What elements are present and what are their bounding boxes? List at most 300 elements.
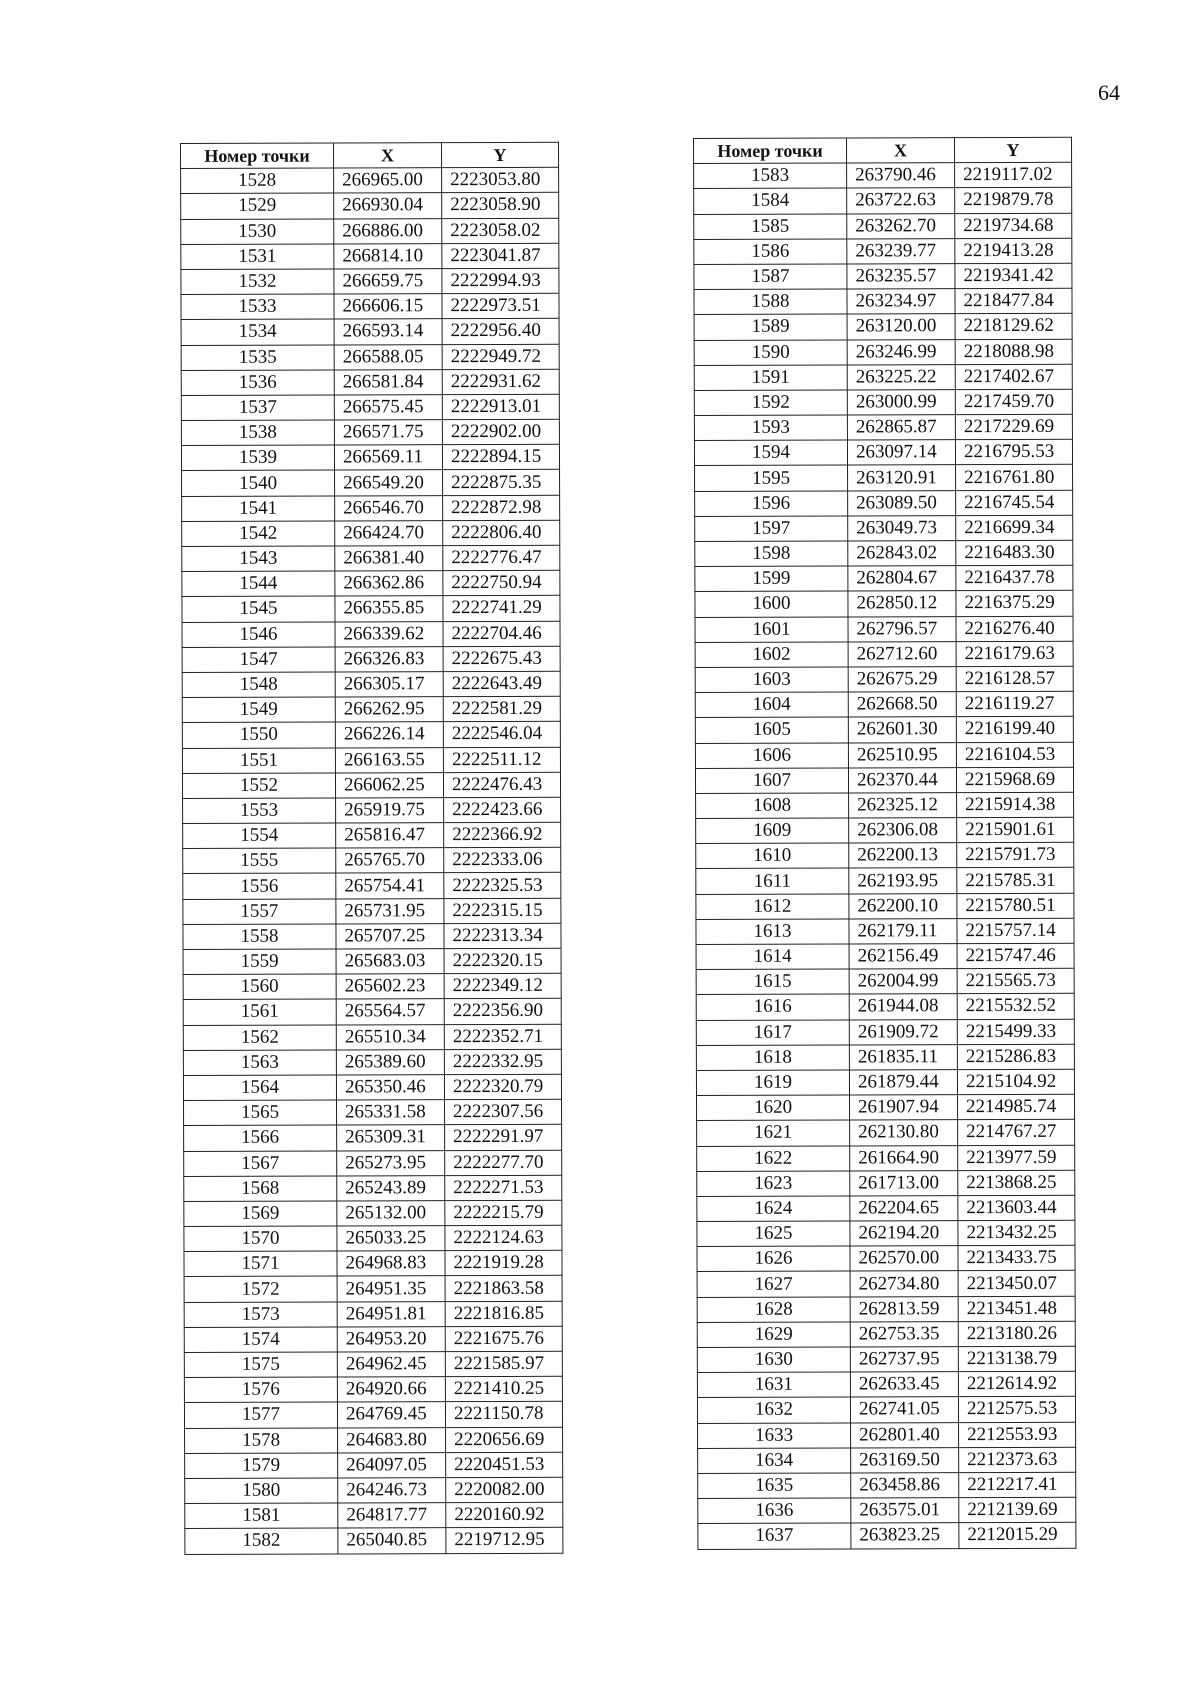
x-coordinate-cell: 265331.58: [337, 1100, 445, 1126]
table-row: [181, 218, 559, 244]
point-number-cell: 1591: [694, 365, 847, 391]
x-coordinate-cell: 265040.85: [338, 1528, 446, 1554]
table-row: [184, 1326, 562, 1352]
x-coordinate-cell: 263089.50: [848, 490, 956, 516]
table-row: [695, 742, 1073, 768]
point-number-cell: 1615: [696, 969, 849, 995]
x-coordinate-cell: 266581.84: [334, 369, 442, 395]
y-coordinate-cell: 2215791.73: [957, 843, 1074, 869]
y-coordinate-cell: 2212575.53: [958, 1397, 1075, 1423]
point-number-cell: 1632: [697, 1397, 850, 1423]
x-coordinate-cell: 266339.62: [335, 621, 443, 647]
x-coordinate-cell: 265389.60: [336, 1049, 444, 1075]
y-coordinate-cell: 2213451.48: [958, 1296, 1075, 1322]
table-row: [696, 1044, 1074, 1070]
x-coordinate-cell: 264097.05: [338, 1452, 446, 1478]
y-coordinate-cell: 2213450.07: [958, 1271, 1075, 1297]
y-coordinate-cell: 2222675.43: [443, 646, 560, 672]
y-coordinate-cell: 2213180.26: [958, 1321, 1075, 1347]
x-coordinate-cell: 264951.81: [337, 1301, 445, 1327]
x-coordinate-cell: 261835.11: [849, 1044, 957, 1070]
point-number-cell: 1617: [696, 1020, 849, 1046]
point-number-cell: 1635: [698, 1473, 851, 1499]
point-number-cell: 1605: [695, 717, 848, 743]
x-coordinate-cell: 265132.00: [337, 1201, 445, 1227]
x-coordinate-cell: 264951.35: [337, 1276, 445, 1302]
x-coordinate-cell: 265683.03: [336, 949, 444, 975]
table-row: [181, 445, 559, 471]
table-row: [184, 1225, 562, 1251]
x-coordinate-cell: 264968.83: [337, 1251, 445, 1277]
x-coordinate-cell: 265765.70: [336, 848, 444, 874]
point-number-cell: 1536: [181, 370, 334, 396]
y-coordinate-cell: 2219341.42: [955, 263, 1072, 289]
table-row: [182, 520, 560, 546]
x-coordinate-cell: 263239.77: [847, 238, 955, 264]
point-number-cell: 1621: [697, 1120, 850, 1146]
x-coordinate-cell: 262741.05: [850, 1397, 958, 1423]
point-number-cell: 1590: [694, 340, 847, 366]
y-coordinate-cell: 2220656.69: [446, 1427, 563, 1453]
table-row: [697, 1145, 1075, 1171]
y-coordinate-cell: 2212373.63: [959, 1447, 1076, 1473]
y-coordinate-cell: 2222215.79: [445, 1200, 562, 1226]
table-row: [695, 641, 1073, 667]
point-number-cell: 1593: [694, 415, 847, 441]
table-row: [184, 1200, 562, 1226]
point-number-cell: 1575: [184, 1352, 337, 1378]
point-number-cell: 1628: [697, 1297, 850, 1323]
table-row: [695, 767, 1073, 793]
y-coordinate-cell: 2221675.76: [445, 1326, 562, 1352]
table-row: [694, 314, 1072, 340]
header-y: Y: [442, 142, 559, 168]
table-row: [695, 565, 1073, 591]
y-coordinate-cell: 2222124.63: [445, 1225, 562, 1251]
x-coordinate-cell: 265033.25: [337, 1226, 445, 1252]
table-row: [697, 1321, 1075, 1347]
point-number-cell: 1602: [695, 642, 848, 668]
table-row: [694, 440, 1072, 466]
x-coordinate-cell: 262325.12: [849, 793, 957, 819]
table-body-left: [181, 167, 563, 1553]
x-coordinate-cell: 262570.00: [850, 1246, 958, 1272]
y-coordinate-cell: 2222704.46: [443, 621, 560, 647]
y-coordinate-cell: 2216128.57: [956, 666, 1073, 692]
table-row: [696, 893, 1074, 919]
x-coordinate-cell: 262737.95: [850, 1347, 958, 1373]
table-row: [695, 717, 1073, 743]
table-row: [183, 923, 561, 949]
point-number-cell: 1535: [181, 345, 334, 371]
y-coordinate-cell: 2222546.04: [443, 722, 560, 748]
point-number-cell: 1589: [694, 314, 847, 340]
table-row: [694, 339, 1072, 365]
x-coordinate-cell: 266424.70: [335, 520, 443, 546]
table-row: [184, 1125, 562, 1151]
point-number-cell: 1584: [694, 188, 847, 214]
table-row: [694, 263, 1072, 289]
table-row: [185, 1452, 563, 1478]
y-coordinate-cell: 2221585.97: [445, 1351, 562, 1377]
table-row: [694, 213, 1072, 239]
table-row: [696, 792, 1074, 818]
table-row: [183, 1024, 561, 1050]
point-number-cell: 1574: [184, 1327, 337, 1353]
table-header-row: [181, 142, 559, 168]
x-coordinate-cell: 264769.45: [337, 1402, 445, 1428]
point-number-cell: 1597: [695, 516, 848, 542]
table-row: [181, 268, 559, 294]
point-number-cell: 1540: [182, 470, 335, 496]
table-row: [182, 671, 560, 697]
point-number-cell: 1563: [183, 1050, 336, 1076]
point-number-cell: 1626: [697, 1246, 850, 1272]
point-number-cell: 1581: [185, 1503, 338, 1529]
point-number-cell: 1594: [694, 440, 847, 466]
point-number-cell: 1620: [697, 1095, 850, 1121]
point-number-cell: 1569: [184, 1201, 337, 1227]
y-coordinate-cell: 2221863.58: [445, 1276, 562, 1302]
y-coordinate-cell: 2221919.28: [445, 1251, 562, 1277]
point-number-cell: 1606: [695, 743, 848, 769]
table-row: [698, 1472, 1076, 1498]
point-number-cell: 1560: [183, 974, 336, 1000]
table-row: [183, 1074, 561, 1100]
y-coordinate-cell: 2222307.56: [445, 1099, 562, 1125]
table-row: [182, 495, 560, 521]
y-coordinate-cell: 2217229.69: [955, 414, 1072, 440]
x-coordinate-cell: 266571.75: [334, 420, 442, 446]
y-coordinate-cell: 2222476.43: [443, 772, 560, 798]
point-number-cell: 1550: [182, 722, 335, 748]
y-coordinate-cell: 2215532.52: [957, 994, 1074, 1020]
table-row: [696, 817, 1074, 843]
point-number-cell: 1571: [184, 1251, 337, 1277]
x-coordinate-cell: 262200.10: [849, 893, 957, 919]
table-row: [697, 1346, 1075, 1372]
y-coordinate-cell: 2216437.78: [956, 565, 1073, 591]
y-coordinate-cell: 2216104.53: [956, 742, 1073, 768]
point-number-cell: 1598: [695, 541, 848, 567]
y-coordinate-cell: 2220451.53: [446, 1452, 563, 1478]
x-coordinate-cell: 266593.14: [334, 319, 442, 345]
point-number-cell: 1532: [181, 269, 334, 295]
table-header-row: [694, 137, 1072, 163]
table-row: [184, 1351, 562, 1377]
table-row: [182, 696, 560, 722]
table-row: [697, 1296, 1075, 1322]
y-coordinate-cell: 2221816.85: [445, 1301, 562, 1327]
x-coordinate-cell: 266305.17: [335, 672, 443, 698]
point-number-cell: 1587: [694, 264, 847, 290]
y-coordinate-cell: 2222994.93: [442, 268, 559, 294]
x-coordinate-cell: 265919.75: [336, 798, 444, 824]
y-coordinate-cell: 2222315.15: [444, 898, 561, 924]
y-coordinate-cell: 2222913.01: [442, 394, 559, 420]
table-row: [694, 414, 1072, 440]
table-row: [183, 1049, 561, 1075]
table-row: [696, 994, 1074, 1020]
point-number-cell: 1596: [695, 491, 848, 517]
x-coordinate-cell: 264953.20: [337, 1326, 445, 1352]
point-number-cell: 1553: [183, 798, 336, 824]
table-row: [694, 162, 1072, 188]
y-coordinate-cell: 2222277.70: [445, 1150, 562, 1176]
point-number-cell: 1603: [695, 667, 848, 693]
point-number-cell: 1554: [183, 823, 336, 849]
x-coordinate-cell: 262753.35: [850, 1321, 958, 1347]
x-coordinate-cell: 262813.59: [850, 1296, 958, 1322]
x-coordinate-cell: 266965.00: [334, 168, 442, 194]
point-number-cell: 1613: [696, 919, 849, 945]
table-row: [694, 288, 1072, 314]
y-coordinate-cell: 2217459.70: [955, 389, 1072, 415]
point-number-cell: 1562: [183, 1025, 336, 1051]
y-coordinate-cell: 2222741.29: [443, 596, 560, 622]
y-coordinate-cell: 2222806.40: [443, 520, 560, 546]
y-coordinate-cell: 2222366.92: [444, 822, 561, 848]
point-number-cell: 1580: [185, 1478, 338, 1504]
y-coordinate-cell: 2213603.44: [958, 1195, 1075, 1221]
point-number-cell: 1634: [698, 1448, 851, 1474]
x-coordinate-cell: 262712.60: [848, 641, 956, 667]
point-number-cell: 1629: [697, 1322, 850, 1348]
point-number-cell: 1631: [697, 1372, 850, 1398]
table-row: [185, 1477, 563, 1503]
point-number-cell: 1543: [182, 546, 335, 572]
y-coordinate-cell: 2219413.28: [955, 238, 1072, 264]
point-number-cell: 1542: [182, 521, 335, 547]
y-coordinate-cell: 2223041.87: [442, 243, 559, 269]
point-number-cell: 1637: [698, 1523, 851, 1549]
point-number-cell: 1577: [184, 1402, 337, 1428]
y-coordinate-cell: 2218477.84: [955, 288, 1072, 314]
x-coordinate-cell: 266326.83: [335, 646, 443, 672]
point-number-cell: 1630: [697, 1347, 850, 1373]
table-row: [695, 465, 1073, 491]
x-coordinate-cell: 261664.90: [850, 1145, 958, 1171]
y-coordinate-cell: 2223053.80: [442, 167, 559, 193]
x-coordinate-cell: 261909.72: [849, 1019, 957, 1045]
y-coordinate-cell: 2212139.69: [959, 1497, 1076, 1523]
table-row: [184, 1251, 562, 1277]
point-number-cell: 1608: [696, 793, 849, 819]
point-number-cell: 1546: [182, 622, 335, 648]
y-coordinate-cell: 2212614.92: [958, 1371, 1075, 1397]
point-number-cell: 1633: [698, 1423, 851, 1449]
table-row: [184, 1150, 562, 1176]
y-coordinate-cell: 2215286.83: [957, 1044, 1074, 1070]
x-coordinate-cell: 266163.55: [335, 747, 443, 773]
point-number-cell: 1610: [696, 843, 849, 869]
x-coordinate-cell: 262200.13: [849, 843, 957, 869]
y-coordinate-cell: 2222875.35: [443, 470, 560, 496]
x-coordinate-cell: 266886.00: [334, 218, 442, 244]
y-coordinate-cell: 2220160.92: [446, 1502, 563, 1528]
point-number-cell: 1624: [697, 1196, 850, 1222]
x-coordinate-cell: 265602.23: [336, 974, 444, 1000]
y-coordinate-cell: 2219117.02: [955, 162, 1072, 188]
x-coordinate-cell: 263262.70: [847, 213, 955, 239]
table-row: [181, 243, 559, 269]
y-coordinate-cell: 2215104.92: [957, 1069, 1074, 1095]
point-number-cell: 1636: [698, 1498, 851, 1524]
point-number-cell: 1544: [182, 571, 335, 597]
x-coordinate-cell: 266355.85: [335, 596, 443, 622]
x-coordinate-cell: 262633.45: [850, 1372, 958, 1398]
y-coordinate-cell: 2215747.46: [957, 943, 1074, 969]
point-number-cell: 1541: [182, 496, 335, 522]
point-number-cell: 1573: [184, 1302, 337, 1328]
y-coordinate-cell: 2216276.40: [956, 616, 1073, 642]
table-row: [697, 1371, 1075, 1397]
point-number-cell: 1623: [697, 1171, 850, 1197]
y-coordinate-cell: 2222349.12: [444, 973, 561, 999]
y-coordinate-cell: 2217402.67: [955, 364, 1072, 390]
y-coordinate-cell: 2216699.34: [956, 515, 1073, 541]
header-point-number: Номер точки: [181, 143, 334, 169]
point-number-cell: 1578: [185, 1428, 338, 1454]
x-coordinate-cell: 266062.25: [335, 772, 443, 798]
header-point-number: Номер точки: [694, 138, 847, 164]
point-number-cell: 1601: [695, 617, 848, 643]
x-coordinate-cell: 266226.14: [335, 722, 443, 748]
y-coordinate-cell: 2222931.62: [442, 369, 559, 395]
y-coordinate-cell: 2218129.62: [955, 314, 1072, 340]
y-coordinate-cell: 2222333.06: [444, 848, 561, 874]
table-row: [698, 1447, 1076, 1473]
point-number-cell: 1530: [181, 219, 334, 245]
table-row: [698, 1523, 1076, 1549]
y-coordinate-cell: 2216483.30: [956, 540, 1073, 566]
point-number-cell: 1558: [183, 924, 336, 950]
x-coordinate-cell: 266575.45: [334, 395, 442, 421]
point-number-cell: 1582: [185, 1528, 338, 1554]
table-row: [182, 621, 560, 647]
x-coordinate-cell: 266659.75: [334, 269, 442, 295]
point-number-cell: 1599: [695, 566, 848, 592]
x-coordinate-cell: 265243.89: [337, 1175, 445, 1201]
table-row: [184, 1175, 562, 1201]
x-coordinate-cell: 262796.57: [848, 616, 956, 642]
x-coordinate-cell: 262204.65: [850, 1196, 958, 1222]
x-coordinate-cell: 263225.22: [847, 364, 955, 390]
x-coordinate-cell: 262130.80: [850, 1120, 958, 1146]
y-coordinate-cell: 2214985.74: [958, 1094, 1075, 1120]
x-coordinate-cell: 261907.94: [850, 1095, 958, 1121]
y-coordinate-cell: 2220082.00: [446, 1477, 563, 1503]
x-coordinate-cell: 265731.95: [336, 898, 444, 924]
table-row: [183, 898, 561, 924]
y-coordinate-cell: 2222291.97: [445, 1125, 562, 1151]
point-number-cell: 1552: [182, 773, 335, 799]
y-coordinate-cell: 2222271.53: [445, 1175, 562, 1201]
y-coordinate-cell: 2213868.25: [958, 1170, 1075, 1196]
point-number-cell: 1566: [184, 1125, 337, 1151]
point-number-cell: 1604: [695, 692, 848, 718]
point-number-cell: 1572: [184, 1276, 337, 1302]
point-number-cell: 1538: [181, 420, 334, 446]
table-row: [184, 1376, 562, 1402]
y-coordinate-cell: 2216795.53: [955, 440, 1072, 466]
y-coordinate-cell: 2213432.25: [958, 1220, 1075, 1246]
x-coordinate-cell: 264246.73: [338, 1478, 446, 1504]
point-number-cell: 1622: [697, 1146, 850, 1172]
table-row: [181, 319, 559, 345]
x-coordinate-cell: 263000.99: [847, 390, 955, 416]
point-number-cell: 1585: [694, 214, 847, 240]
y-coordinate-cell: 2218088.98: [955, 339, 1072, 365]
table-row: [694, 238, 1072, 264]
point-number-cell: 1611: [696, 868, 849, 894]
table-row: [695, 591, 1073, 617]
x-coordinate-cell: 263575.01: [851, 1498, 959, 1524]
x-coordinate-cell: 265754.41: [336, 873, 444, 899]
x-coordinate-cell: 262734.80: [850, 1271, 958, 1297]
y-coordinate-cell: 2215780.51: [957, 893, 1074, 919]
point-number-cell: 1576: [184, 1377, 337, 1403]
point-number-cell: 1545: [182, 596, 335, 622]
y-coordinate-cell: 2222872.98: [443, 495, 560, 521]
x-coordinate-cell: 266381.40: [335, 546, 443, 572]
y-coordinate-cell: 2223058.90: [442, 193, 559, 219]
table-row: [183, 999, 561, 1025]
coordinates-table-left: [180, 142, 563, 1555]
table-row: [182, 722, 560, 748]
y-coordinate-cell: 2222320.79: [444, 1074, 561, 1100]
table-row: [181, 167, 559, 193]
y-coordinate-cell: 2222423.66: [444, 797, 561, 823]
y-coordinate-cell: 2216119.27: [956, 691, 1073, 717]
y-coordinate-cell: 2222776.47: [443, 545, 560, 571]
y-coordinate-cell: 2222332.95: [444, 1049, 561, 1075]
y-coordinate-cell: 2222320.15: [444, 948, 561, 974]
y-coordinate-cell: 2221410.25: [445, 1376, 562, 1402]
x-coordinate-cell: 262306.08: [849, 818, 957, 844]
x-coordinate-cell: 266362.86: [335, 571, 443, 597]
header-y: Y: [955, 137, 1072, 163]
point-number-cell: 1551: [182, 748, 335, 774]
point-number-cell: 1537: [181, 395, 334, 421]
table-row: [695, 515, 1073, 541]
x-coordinate-cell: 266546.70: [335, 495, 443, 521]
point-number-cell: 1534: [181, 319, 334, 345]
point-number-cell: 1614: [696, 944, 849, 970]
point-number-cell: 1567: [184, 1151, 337, 1177]
table-row: [181, 193, 559, 219]
point-number-cell: 1539: [181, 445, 334, 471]
table-row: [697, 1397, 1075, 1423]
point-number-cell: 1579: [185, 1453, 338, 1479]
table-row: [695, 691, 1073, 717]
point-number-cell: 1564: [183, 1075, 336, 1101]
point-number-cell: 1559: [183, 949, 336, 975]
table-row: [181, 419, 559, 445]
point-number-cell: 1625: [697, 1221, 850, 1247]
table-row: [182, 747, 560, 773]
x-coordinate-cell: 265350.46: [336, 1075, 444, 1101]
x-coordinate-cell: 265816.47: [336, 823, 444, 849]
x-coordinate-cell: 266262.95: [335, 697, 443, 723]
table-row: [185, 1502, 563, 1528]
header-x: X: [847, 138, 955, 164]
x-coordinate-cell: 264920.66: [337, 1377, 445, 1403]
y-coordinate-cell: 2222325.53: [444, 873, 561, 899]
y-coordinate-cell: 2212217.41: [959, 1472, 1076, 1498]
x-coordinate-cell: 263722.63: [847, 188, 955, 214]
y-coordinate-cell: 2216199.40: [956, 717, 1073, 743]
